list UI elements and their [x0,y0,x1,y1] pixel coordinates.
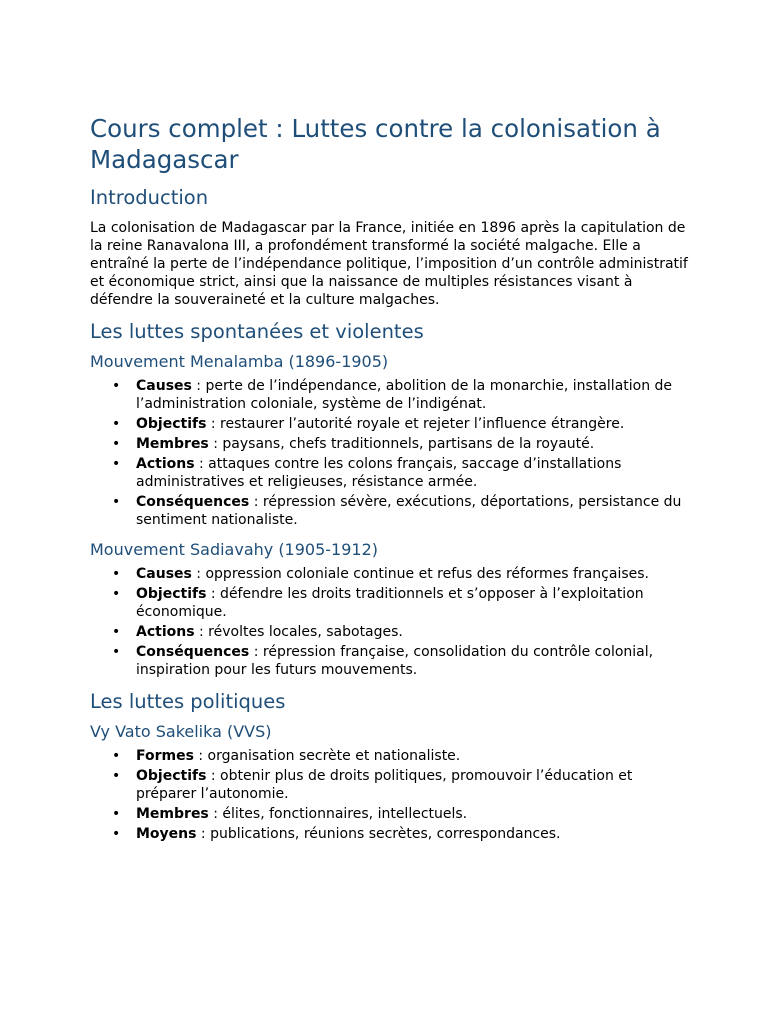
item-label: Objectifs [136,586,207,602]
item-label: Actions [136,624,195,640]
list-item [90,435,696,453]
list-item [90,747,696,765]
list-item [90,493,696,529]
item-text: : répression française, consolidation du contrôle colonial, inspiration pour les futurs mouvements. [136,644,654,678]
list-item [90,377,696,413]
item-text: : répression sévère, exécutions, déportations, persistance du sentiment nationaliste. [136,494,682,528]
bullet-marker: • [112,456,121,472]
bullet-marker: • [112,644,121,660]
list-item [90,565,696,583]
item-label: Objectifs [136,768,207,784]
bullet-marker: • [112,416,121,432]
item-label: Conséquences [136,644,250,660]
item-text: : perte de l’indépendance, abolition de la monarchie, installation de l’administration coloniale, système de l’indigénat. [136,378,673,412]
section-heading-luttes-spontanees: Les luttes spontanées et violentes [90,320,424,343]
bullet-marker: • [112,826,121,842]
list-sadiavahy [90,565,768,679]
list-item [90,585,696,621]
list-item [90,805,696,823]
list-item [90,643,696,679]
introduction-heading: Introduction [90,186,209,209]
item-label: Causes [136,378,192,394]
item-label: Objectifs [136,416,207,432]
subheading-sadiavahy: Mouvement Sadiavahy (1905-1912) [90,540,379,559]
item-label: Membres [136,806,209,822]
item-text: : révoltes locales, sabotages. [194,624,403,640]
bullet-marker: • [112,436,121,452]
item-label: Causes [136,566,192,582]
list-vvs [90,747,768,843]
list-item [90,415,696,433]
bullet-marker: • [112,748,121,764]
item-text: : élites, fonctionnaires, intellectuels. [208,806,468,822]
bullet-marker: • [112,566,121,582]
bullet-marker: • [112,806,121,822]
item-text: : publications, réunions secrètes, correspondances. [196,826,561,842]
introduction-paragraph: La colonisation de Madagascar par la France, initiée en 1896 après la capitulation de la reine Ranavalona III, a profondément transformé la société malgache. Elle a entraîné la perte de l’indépendance politique, l’imposition d’un contrôle administratif et économique strict, ainsi que la naissance de multiples résistances visant à défendre la souveraineté et la culture malgaches. [90,220,688,308]
item-text: : restaurer l’autorité royale et rejeter l’influence étrangère. [206,416,625,432]
list-item [90,825,696,843]
item-label: Formes [136,748,194,764]
bullet-marker: • [112,378,121,394]
list-item [90,767,696,803]
item-text: : obtenir plus de droits politiques, promouvoir l’éducation et préparer l’autonomie. [136,768,633,802]
list-menalamba [90,377,768,529]
item-label: Conséquences [136,494,250,510]
bullet-marker: • [112,586,121,602]
list-item [90,623,696,641]
subheading-menalamba: Mouvement Menalamba (1896-1905) [90,352,389,371]
bullet-marker: • [112,624,121,640]
item-text: : paysans, chefs traditionnels, partisans de la royauté. [208,436,595,452]
item-text: : organisation secrète et nationaliste. [193,748,461,764]
item-text: : défendre les droits traditionnels et s’opposer à l’exploitation économique. [136,586,644,620]
list-item [90,455,696,491]
item-text: : attaques contre les colons français, saccage d’installations administratives et religieuses, résistance armée. [136,456,622,490]
item-label: Actions [136,456,195,472]
bullet-marker: • [112,494,121,510]
item-text: : oppression coloniale continue et refus des réformes françaises. [191,566,649,582]
item-label: Moyens [136,826,197,842]
section-heading-luttes-politiques: Les luttes politiques [90,690,286,713]
document-title: Cours complet : Luttes contre la colonisation à Madagascar [90,114,661,174]
bullet-marker: • [112,768,121,784]
subheading-vvs: Vy Vato Sakelika (VVS) [90,722,272,741]
item-label: Membres [136,436,209,452]
